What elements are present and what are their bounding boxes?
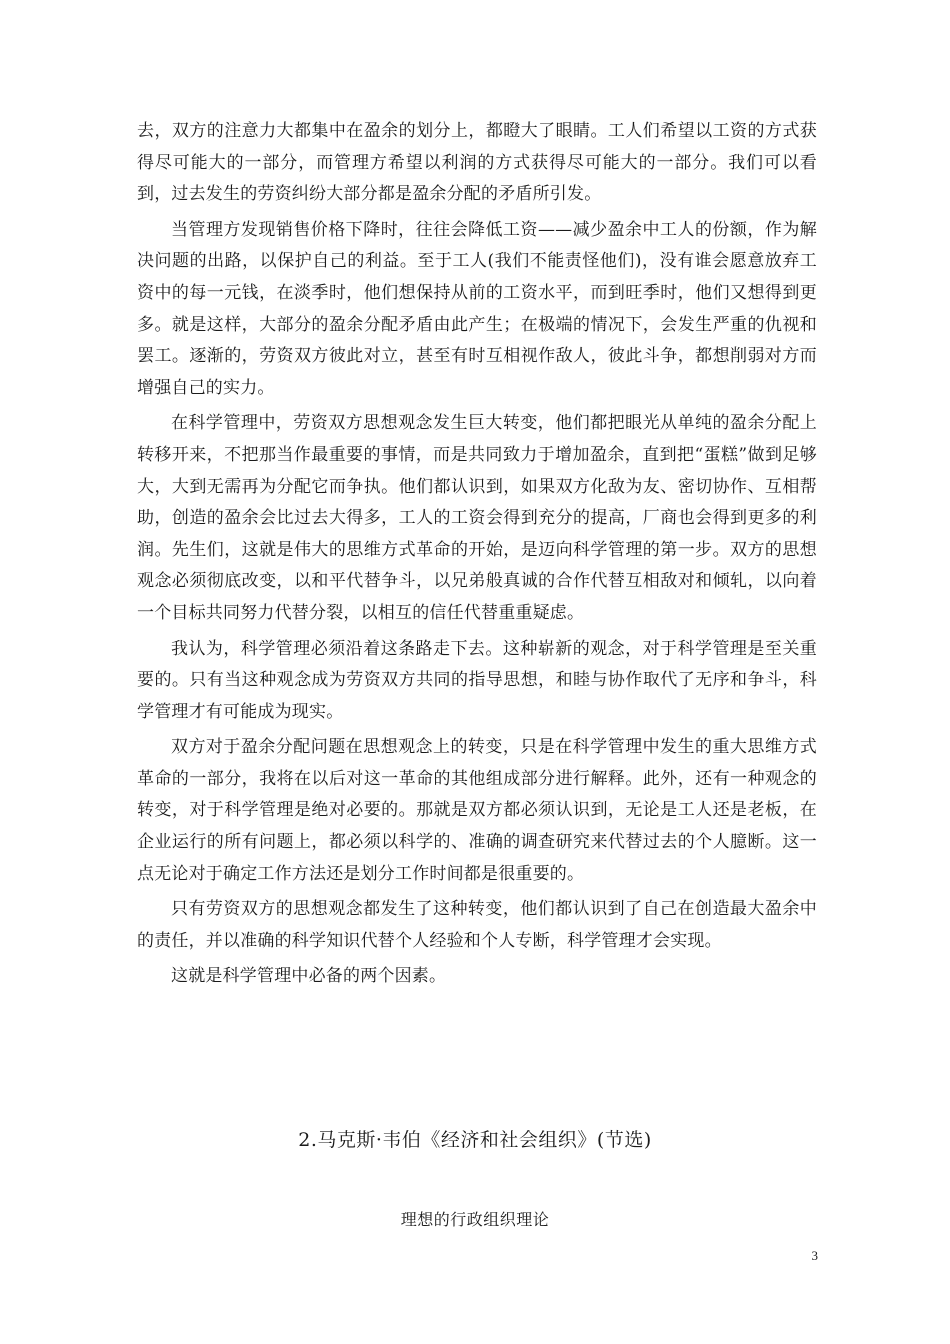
body-text xyxy=(137,116,817,993)
paragraph: 这就是科学管理中必备的两个因素。 xyxy=(171,966,447,987)
page-number: 3 xyxy=(811,1248,818,1263)
section-subtitle: 理想的行政组织理论 xyxy=(400,1210,550,1229)
paragraph: 当管理方发现销售价格下降时，往往会降低工资——减少盈余中工人的份额，作为解决问题的出路，以保护自己的利益。至于工人(我们不能责怪他们)，没有谁会愿意放弃工资中的每一元钱，在淡季时，他们想保持从前的工资水平，而到旺季时，他们又想得到更多。就是这样，大部分的盈余分配矛盾由此产生；在极端的情况下，会发生严重的仇视和罢工。逐渐的，劳资双方彼此对立，甚至有时互相视作敌人，彼此斗争，都想削弱对方而增强自己的实力。 xyxy=(137,219,817,398)
paragraph: 我认为，科学管理必须沿着这条路走下去。这种崭新的观念，对于科学管理是至关重要的。只有当这种观念成为劳资双方共同的指导思想，和睦与协作取代了无序和争斗，科学管理才有可能成为现实。 xyxy=(137,638,817,722)
paragraph: 双方对于盈余分配问题在思想观念上的转变，只是在科学管理中发生的重大思维方式革命的一部分，我将在以后对这一革命的其他组成部分进行解释。此外，还有一种观念的转变，对于科学管理是绝对必要的。那就是双方都必须认识到，无论是工人还是老板，在企业运行的所有问题上，都必须以科学的、准确的调查研究来代替过去的个人臆断。这一点无论对于确定工作方法还是划分工作时间都是很重要的。 xyxy=(137,737,817,884)
paragraph: 在科学管理中，劳资双方思想观念发生巨大转变，他们都把眼光从单纯的盈余分配上转移开来，不把那当作最重要的事情，而是共同致力于增加盈余，直到把“蛋糕”做到足够大，大到无需再为分配它而争执。他们都认识到，如果双方化敌为友、密切协作、互相帮助，创造的盈余会比过去大得多，工人的工资会得到充分的提高，厂商也会得到更多的利润。先生们，这就是伟大的思维方式革命的开始，是迈向科学管理的第一步。双方的思想观念必须彻底改变，以和平代替争斗，以兄弟般真诚的合作代替互相敌对和倾轧，以向着一个目标共同努力代替分裂，以相互的信任代替重重疑虑。 xyxy=(137,413,817,623)
section-title: 2.马克斯·韦伯《经济和社会组织》(节选) xyxy=(298,1129,652,1151)
paragraph: 只有劳资双方的思想观念都发生了这种转变，他们都认识到了自己在创造最大盈余中的责任，并以准确的科学知识代替个人经验和个人专断，科学管理才会实现。 xyxy=(137,899,817,951)
paragraph-continued: 去，双方的注意力大都集中在盈余的划分上，都瞪大了眼睛。工人们希望以工资的方式获得尽可能大的一部分，而管理方希望以利润的方式获得尽可能大的一部分。我们可以看到，过去发生的劳资纠纷大部分都是盈余分配的矛盾所引发。 xyxy=(137,121,817,205)
